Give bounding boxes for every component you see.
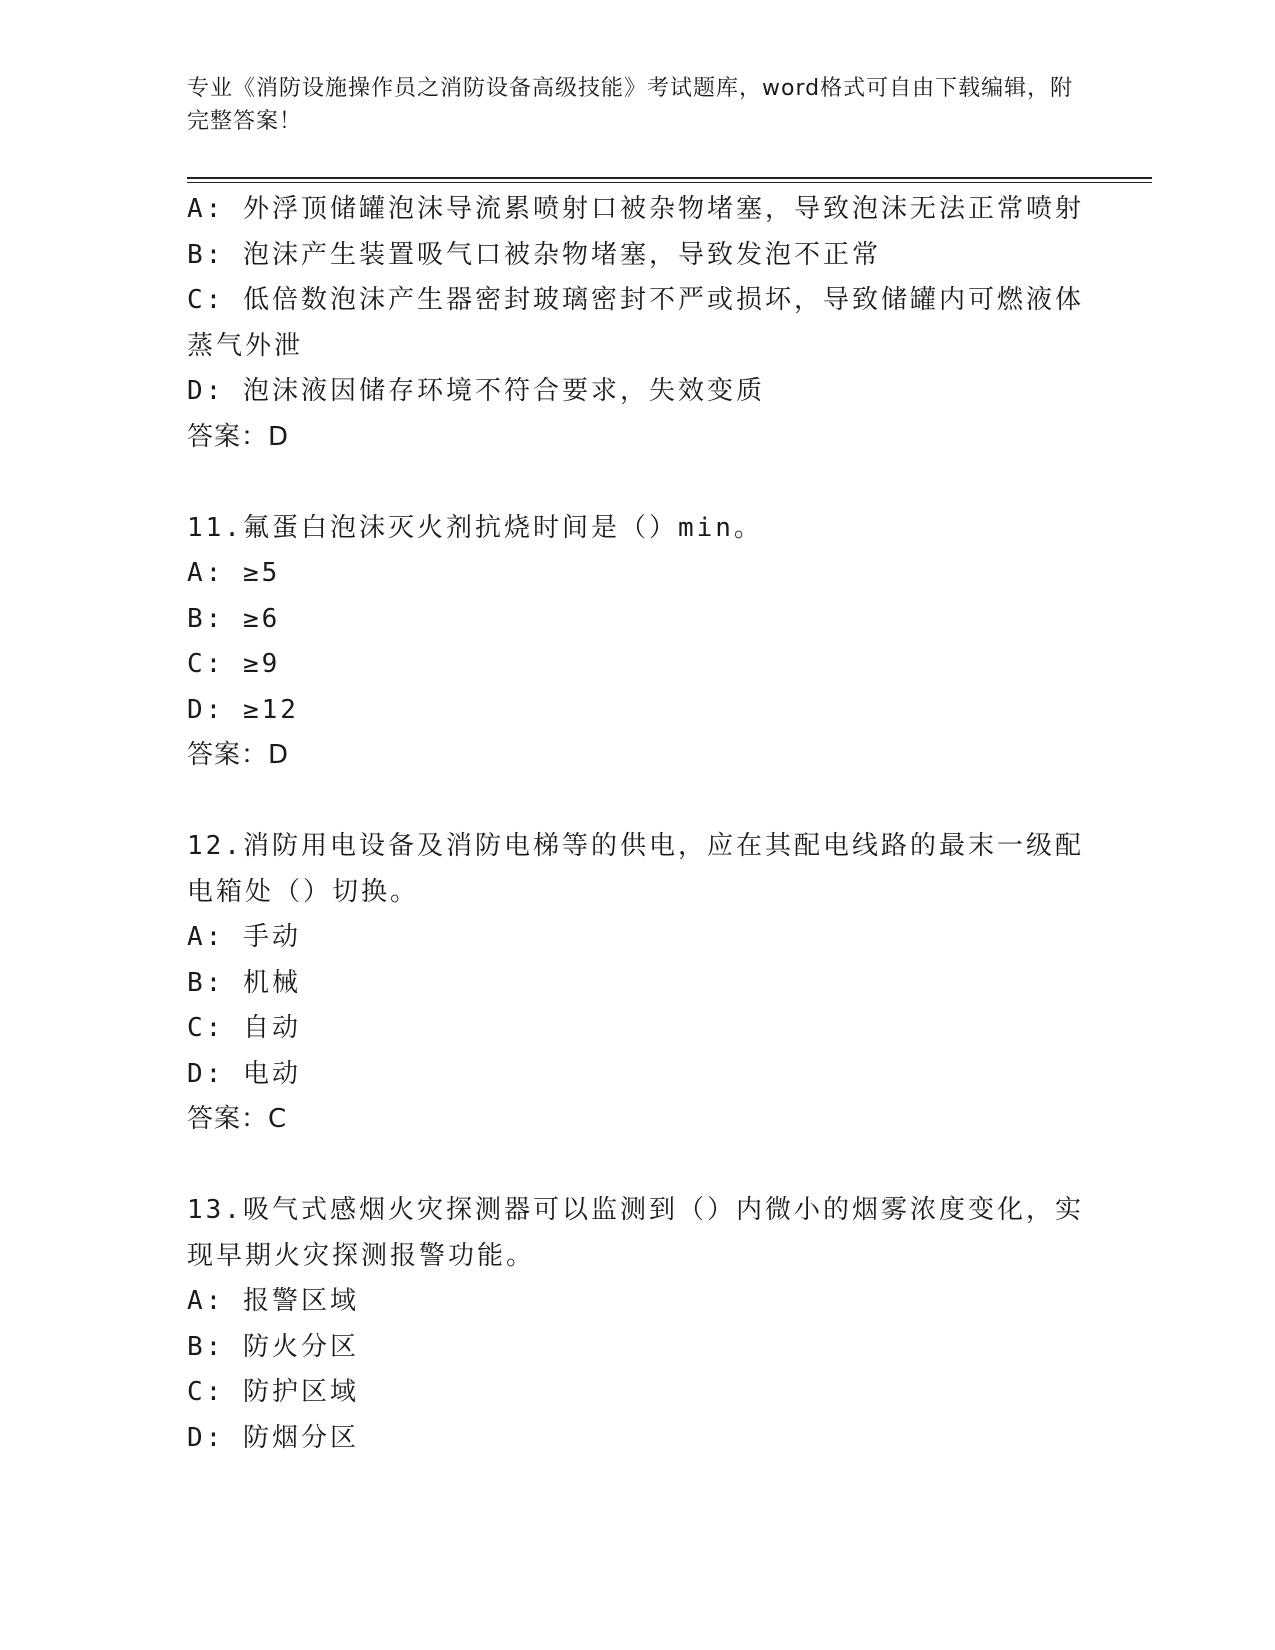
option-c: C: 防护区域 — [187, 1377, 359, 1407]
header-rule-thin — [187, 182, 1152, 183]
header-rule-thick — [187, 177, 1152, 179]
question-stem: 11.氟蛋白泡沫灭火剂抗烧时间是（）min。 — [187, 512, 763, 543]
option-a: A: ≥5 — [187, 558, 281, 588]
option-d: D: 电动 — [187, 1058, 301, 1089]
option-b: B: ≥6 — [187, 603, 281, 634]
question-13 — [187, 1188, 1087, 1461]
option-a: A: 外浮顶储罐泡沫导流累喷射口被杂物堵塞，导致泡沫无法正常喷射 — [187, 194, 1084, 224]
option-d: D: 防烟分区 — [187, 1422, 359, 1453]
document-header: 专业《消防设施操作员之消防设备高级技能》考试题库，word格式可自由下载编辑，附完整答案！ — [187, 76, 1074, 134]
question-stem: 12.消防用电设备及消防电梯等的供电，应在其配电线路的最末一级配电箱处（）切换。 — [187, 831, 1084, 907]
option-b: B: 防火分区 — [187, 1331, 359, 1362]
option-d: D: 泡沫液因储存环境不符合要求，失效变质 — [187, 376, 765, 406]
option-a: A: 手动 — [187, 922, 301, 952]
spacer — [187, 1143, 1087, 1189]
option-c: C: 自动 — [187, 1013, 301, 1043]
answer: 答案：D — [187, 421, 290, 452]
question-12 — [187, 824, 1087, 1143]
option-c: C: ≥9 — [187, 649, 281, 679]
option-c: C: 低倍数泡沫产生器密封玻璃密封不严或损坏，导致储罐内可燃液体蒸气外泄 — [187, 285, 1084, 361]
option-d: D: ≥12 — [187, 694, 299, 725]
answer: 答案：D — [187, 740, 290, 770]
option-b: B: 机械 — [187, 967, 301, 998]
question-content — [187, 187, 1087, 1461]
option-b: B: 泡沫产生装置吸气口被杂物堵塞，导致发泡不正常 — [187, 239, 881, 270]
spacer — [187, 460, 1087, 506]
question-11 — [187, 506, 1087, 779]
option-a: A: 报警区域 — [187, 1286, 359, 1316]
answer: 答案：C — [187, 1104, 288, 1134]
question-stem: 13.吸气式感烟火灾探测器可以监测到（）内微小的烟雾浓度变化，实现早期火灾探测报警功能。 — [187, 1195, 1084, 1271]
prev-question — [187, 187, 1087, 460]
spacer — [187, 779, 1087, 825]
